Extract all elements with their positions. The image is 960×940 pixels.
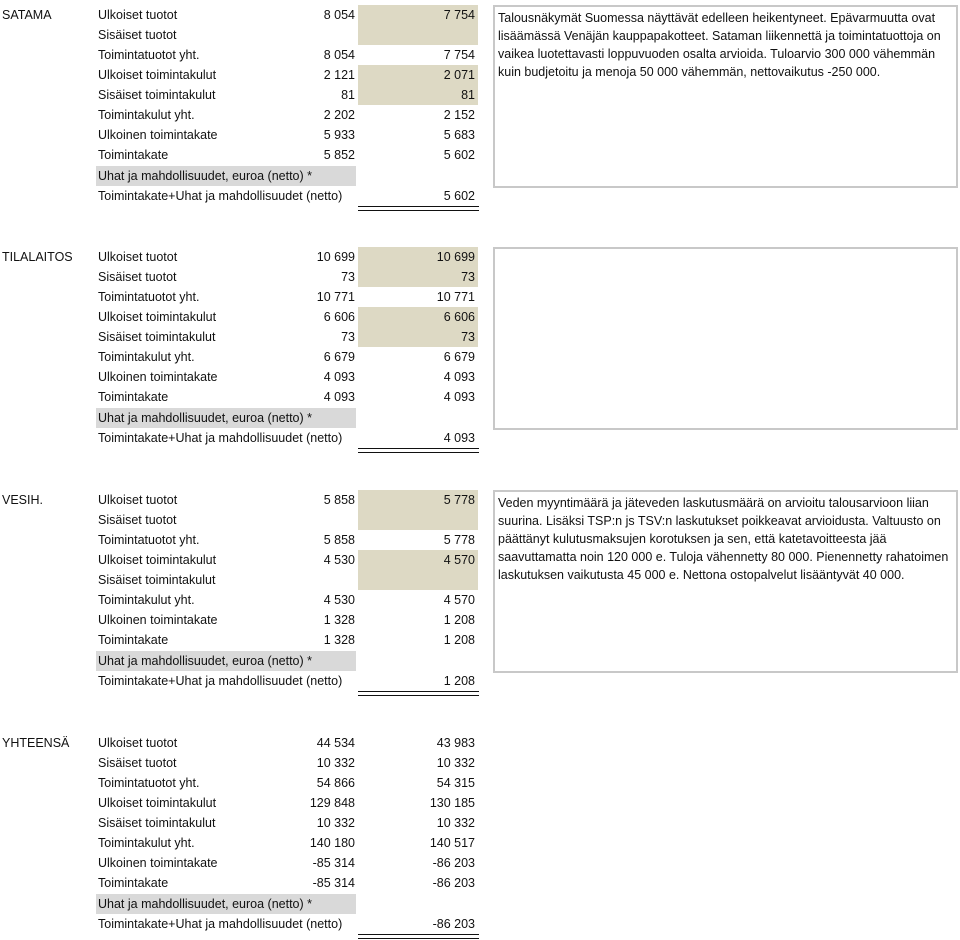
estimate-value: 5 778 bbox=[358, 490, 478, 510]
table-row bbox=[96, 873, 482, 893]
table-row bbox=[96, 773, 482, 793]
estimate-value: 1 208 bbox=[443, 674, 475, 688]
row-label: Ulkoiset toimintakulut bbox=[98, 310, 217, 324]
row-label: Toimintakulut yht. bbox=[98, 350, 195, 364]
budget-value: 10 332 bbox=[316, 756, 355, 770]
row-label: Ulkoinen toimintakate bbox=[98, 128, 218, 142]
estimate-value: 10 771 bbox=[436, 290, 475, 304]
budget-value: 129 848 bbox=[309, 796, 355, 810]
double-underline bbox=[358, 691, 479, 696]
row-label: Sisäiset tuotot bbox=[98, 513, 177, 527]
estimate-value: 73 bbox=[358, 327, 478, 347]
budget-value: 6 679 bbox=[323, 350, 355, 364]
budget-value: 73 bbox=[341, 270, 355, 284]
row-label: Toimintatuotot yht. bbox=[98, 290, 200, 304]
table-row bbox=[96, 145, 482, 165]
estimate-value: 73 bbox=[358, 267, 478, 287]
table-row bbox=[96, 793, 482, 813]
row-label: Toimintakulut yht. bbox=[98, 593, 195, 607]
row-label: Ulkoiset tuotot bbox=[98, 8, 178, 22]
budget-value: 4 093 bbox=[323, 390, 355, 404]
table-row bbox=[96, 105, 482, 125]
row-label: Toimintatuotot yht. bbox=[98, 48, 200, 62]
table-row bbox=[96, 267, 482, 287]
table-row bbox=[96, 570, 482, 590]
estimate-value: 130 185 bbox=[429, 796, 475, 810]
budget-value: 6 606 bbox=[323, 310, 355, 324]
row-label: Toimintakulut yht. bbox=[98, 108, 195, 122]
budget-value: 8 054 bbox=[323, 48, 355, 62]
row-label: Toimintakate+Uhat ja mahdollisuudet (netto) bbox=[98, 189, 343, 203]
row-label: Toimintatuotot yht. bbox=[98, 533, 200, 547]
table-row bbox=[96, 287, 482, 307]
estimate-value: 2 071 bbox=[358, 65, 478, 85]
budget-value: 10 332 bbox=[316, 816, 355, 830]
budget-value: 5 933 bbox=[323, 128, 355, 142]
section-title: SATAMA bbox=[2, 8, 52, 22]
risk-row bbox=[96, 166, 356, 186]
section-title: YHTEENSÄ bbox=[2, 736, 70, 750]
table-row bbox=[96, 307, 482, 327]
estimate-value: -86 203 bbox=[432, 876, 475, 890]
risk-row bbox=[96, 651, 356, 671]
estimate-value bbox=[358, 570, 478, 590]
row-label: Ulkoiset tuotot bbox=[98, 493, 178, 507]
double-underline bbox=[358, 206, 479, 211]
estimate-value: 4 570 bbox=[443, 593, 475, 607]
budget-value: 4 093 bbox=[323, 370, 355, 384]
estimate-value: 5 683 bbox=[443, 128, 475, 142]
table-row bbox=[96, 813, 482, 833]
budget-value: 10 699 bbox=[316, 250, 355, 264]
row-label: Toimintatuotot yht. bbox=[98, 776, 200, 790]
table-row bbox=[96, 490, 482, 510]
comment-box bbox=[493, 247, 958, 430]
budget-value: 4 530 bbox=[323, 593, 355, 607]
table-row bbox=[96, 753, 482, 773]
risk-row bbox=[96, 408, 356, 428]
table-row bbox=[96, 186, 482, 206]
table-row bbox=[96, 125, 482, 145]
estimate-value: 5 778 bbox=[443, 533, 475, 547]
section-title: VESIH. bbox=[2, 493, 43, 507]
table-row bbox=[96, 550, 482, 570]
estimate-value: 7 754 bbox=[443, 48, 475, 62]
table-row bbox=[96, 914, 482, 934]
double-underline bbox=[358, 448, 479, 453]
budget-value: -85 314 bbox=[312, 856, 355, 870]
estimate-value: 2 152 bbox=[443, 108, 475, 122]
row-label: Ulkoiset toimintakulut bbox=[98, 553, 217, 567]
table-row bbox=[96, 428, 482, 448]
estimate-value: 10 332 bbox=[436, 816, 475, 830]
row-label: Toimintakulut yht. bbox=[98, 836, 195, 850]
estimate-value: 7 754 bbox=[358, 5, 478, 25]
comment-box: Talousnäkymät Suomessa näyttävät edelleen heikentyneet. Epävarmuutta ovat lisäämässä Venäjän kauppapakotteet. Sataman liikennettä ja toimintatuottoja on vaikea luotettavasti loppuvuoden osalta arvioida. Tuloarvio 300 000 vähemmän kuin budjetoitu ja menoja 50 000 vähemmän, nettovaikutus -250 000. bbox=[493, 5, 958, 188]
row-label: Toimintakate+Uhat ja mahdollisuudet (netto) bbox=[98, 674, 343, 688]
budget-value: 8 054 bbox=[323, 8, 355, 22]
table-row bbox=[96, 733, 482, 753]
row-label: Toimintakate bbox=[98, 633, 169, 647]
estimate-value: 6 679 bbox=[443, 350, 475, 364]
row-label: Sisäiset toimintakulut bbox=[98, 573, 216, 587]
estimate-value: 10 332 bbox=[436, 756, 475, 770]
budget-value: 1 328 bbox=[323, 633, 355, 647]
budget-value: 5 858 bbox=[323, 533, 355, 547]
table-row bbox=[96, 590, 482, 610]
estimate-value: 4 570 bbox=[358, 550, 478, 570]
estimate-value: 54 315 bbox=[436, 776, 475, 790]
row-label: Ulkoiset toimintakulut bbox=[98, 796, 217, 810]
row-label: Toimintakate bbox=[98, 148, 169, 162]
table-row bbox=[96, 25, 482, 45]
table-row bbox=[96, 833, 482, 853]
estimate-value: 10 699 bbox=[358, 247, 478, 267]
comment-box: Veden myyntimäärä ja jäteveden laskutusmäärä on arvioitu talousarvioon liian suurina. Lisäksi TSP:n js TSV:n laskutukset poikkeavat arvioidusta. Valtuusto on päättänyt kulutusmaksujen korotuksen ja sen, että katetavoitteesta jää saavuttamatta noin 120 000 e. Tuloja vähennetty 80 000. Pienennetty rahatoimen laskutuksen vaikutusta 45 000 e. Nettona ostopalvelut lisääntyvät 40 000. bbox=[493, 490, 958, 673]
table-row bbox=[96, 610, 482, 630]
budget-value: 54 866 bbox=[316, 776, 355, 790]
estimate-value: 81 bbox=[358, 85, 478, 105]
budget-value: 44 534 bbox=[316, 736, 355, 750]
budget-value: 140 180 bbox=[309, 836, 355, 850]
double-underline bbox=[358, 934, 479, 939]
row-label: Ulkoinen toimintakate bbox=[98, 613, 218, 627]
row-label: Ulkoiset toimintakulut bbox=[98, 68, 217, 82]
table-row bbox=[96, 347, 482, 367]
row-label: Sisäiset toimintakulut bbox=[98, 330, 216, 344]
table-row bbox=[96, 530, 482, 550]
table-row bbox=[96, 510, 482, 530]
table-row bbox=[96, 247, 482, 267]
section-title: TILALAITOS bbox=[2, 250, 73, 264]
row-label: Toimintakate bbox=[98, 876, 169, 890]
budget-value: 2 121 bbox=[323, 68, 355, 82]
estimate-value: -86 203 bbox=[432, 856, 475, 870]
estimate-value: 5 602 bbox=[443, 148, 475, 162]
row-label: Sisäiset tuotot bbox=[98, 270, 177, 284]
table-row bbox=[96, 367, 482, 387]
row-label: Uhat ja mahdollisuudet, euroa (netto) * bbox=[98, 897, 313, 911]
table-row bbox=[96, 853, 482, 873]
budget-value: 1 328 bbox=[323, 613, 355, 627]
row-label: Sisäiset toimintakulut bbox=[98, 816, 216, 830]
estimate-value: 5 602 bbox=[443, 189, 475, 203]
budget-value: 81 bbox=[341, 88, 355, 102]
row-label: Toimintakate bbox=[98, 390, 169, 404]
row-label: Toimintakate+Uhat ja mahdollisuudet (netto) bbox=[98, 431, 343, 445]
estimate-value bbox=[358, 25, 478, 45]
row-label: Ulkoiset tuotot bbox=[98, 250, 178, 264]
table-row bbox=[96, 630, 482, 650]
table-row bbox=[96, 45, 482, 65]
row-label: Sisäiset tuotot bbox=[98, 756, 177, 770]
budget-value: 5 852 bbox=[323, 148, 355, 162]
row-label: Uhat ja mahdollisuudet, euroa (netto) * bbox=[98, 169, 313, 183]
row-label: Uhat ja mahdollisuudet, euroa (netto) * bbox=[98, 411, 313, 425]
table-row bbox=[96, 5, 482, 25]
row-label: Ulkoinen toimintakate bbox=[98, 856, 218, 870]
budget-value: -85 314 bbox=[312, 876, 355, 890]
budget-value: 2 202 bbox=[323, 108, 355, 122]
budget-value: 4 530 bbox=[323, 553, 355, 567]
estimate-value: 140 517 bbox=[429, 836, 475, 850]
estimate-value: 1 208 bbox=[443, 613, 475, 627]
budget-value: 5 858 bbox=[323, 493, 355, 507]
estimate-value: 1 208 bbox=[443, 633, 475, 647]
row-label: Toimintakate+Uhat ja mahdollisuudet (netto) bbox=[98, 917, 343, 931]
row-label: Uhat ja mahdollisuudet, euroa (netto) * bbox=[98, 654, 313, 668]
estimate-value: 4 093 bbox=[443, 390, 475, 404]
estimate-value: 4 093 bbox=[443, 370, 475, 384]
estimate-value: 43 983 bbox=[436, 736, 475, 750]
row-label: Ulkoinen toimintakate bbox=[98, 370, 218, 384]
estimate-value: 4 093 bbox=[443, 431, 475, 445]
table-row bbox=[96, 65, 482, 85]
table-row bbox=[96, 671, 482, 691]
budget-value: 73 bbox=[341, 330, 355, 344]
row-label: Sisäiset tuotot bbox=[98, 28, 177, 42]
table-row bbox=[96, 387, 482, 407]
risk-row bbox=[96, 894, 356, 914]
estimate-value: -86 203 bbox=[432, 917, 475, 931]
estimate-value bbox=[358, 510, 478, 530]
estimate-value: 6 606 bbox=[358, 307, 478, 327]
row-label: Sisäiset toimintakulut bbox=[98, 88, 216, 102]
table-row bbox=[96, 85, 482, 105]
budget-value: 10 771 bbox=[316, 290, 355, 304]
row-label: Ulkoiset tuotot bbox=[98, 736, 178, 750]
table-row bbox=[96, 327, 482, 347]
